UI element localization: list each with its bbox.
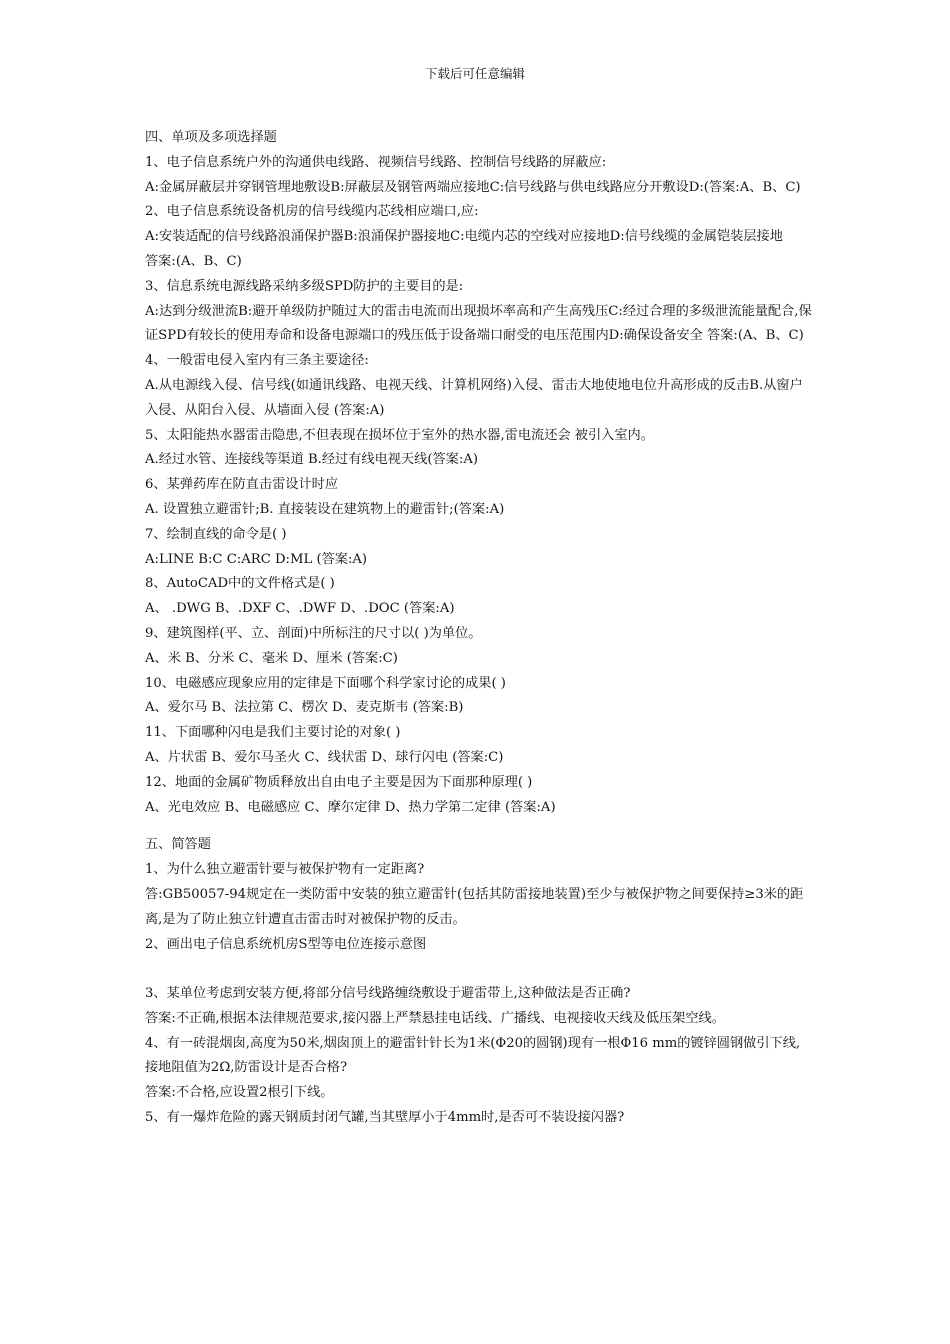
short-answer-3: 答案:不正确,根据本法律规范要求,接闪器上严禁悬挂电话线、广播线、电视接收天线及低压架空线。 xyxy=(145,1010,725,1026)
question-12-options: A、光电效应 B、电磁感应 C、摩尔定律 D、热力学第二定律 (答案:A) xyxy=(145,799,556,815)
question-9-options: A、米 B、分米 C、毫米 D、厘米 (答案:C) xyxy=(145,650,398,666)
question-12: 12、地面的金属矿物质释放出自由电子主要是因为下面那种原理( ) xyxy=(145,774,533,790)
question-1-options: A:金属屏蔽层并穿钢管埋地敷设B:屏蔽层及钢管两端应接地C:信号线路与供电线路应分开敷设D:(答案:A、B、C) xyxy=(145,179,801,195)
short-question-1: 1、为什么独立避雷针要与被保护物有一定距离? xyxy=(145,862,425,878)
question-8-options: A、 .DWG B、.DXF C、.DWF D、.DOC (答案:A) xyxy=(145,601,455,617)
section-heading: 五、简答题 xyxy=(145,837,211,853)
document-body xyxy=(145,126,813,1131)
question-3-options: A:达到分级泄流B:避开单级防护随过大的雷击电流而出现损坏率高和产生高残压C:经过合理的多级泄流能量配合,保证SPD有较长的使用寿命和设备电源端口的残压低于设备端口耐受的电压范围内D:确保设备安全 答案:(A、B、C) xyxy=(145,303,812,344)
question-5: 5、太阳能热水器雷击隐患,不但表现在损坏位于室外的热水器,雷电流还会 被引入室内。 xyxy=(145,427,654,443)
section-multiple-choice xyxy=(145,126,813,820)
question-4-options: A.从电源线入侵、信号线(如通讯线路、电视天线、计算机网络)入侵、雷击大地使地电位升高形成的反击B.从窗户入侵、从阳台入侵、从墙面入侵 (答案:A) xyxy=(145,377,803,418)
question-2: 2、电子信息系统设备机房的信号线缆内芯线相应端口,应: xyxy=(145,204,479,220)
short-question-2: 2、画出电子信息系统机房S型等电位连接示意图 xyxy=(145,936,427,952)
short-question-4: 4、有一砖混烟囱,高度为50米,烟囱顶上的避雷针针长为1米(Φ20的圆钢)现有一根Φ16 mm的镀锌圆钢做引下线,接地阻值为2Ω,防雷设计是否合格? xyxy=(145,1035,801,1076)
question-9: 9、建筑图样(平、立、剖面)中所标注的尺寸以( )为单位。 xyxy=(145,625,482,641)
short-question-3: 3、某单位考虑到安装方便,将部分信号线路缠绕敷设于避雷带上,这种做法是否正确? xyxy=(145,986,631,1002)
question-8: 8、AutoCAD中的文件格式是( ) xyxy=(145,576,335,592)
question-5-options: A.经过水管、连接线等渠道 B.经过有线电视天线(答案:A) xyxy=(145,452,478,468)
short-answer-4: 答案:不合格,应设置2根引下线。 xyxy=(145,1085,334,1101)
short-question-5: 5、有一爆炸危险的露天钢质封闭气罐,当其壁厚小于4mm时,是否可不装设接闪器? xyxy=(145,1110,625,1126)
section-short-answer xyxy=(145,833,813,1131)
question-7: 7、绘制直线的命令是( ) xyxy=(145,526,287,542)
question-1: 1、电子信息系统户外的沟通供电线路、视频信号线路、控制信号线路的屏蔽应: xyxy=(145,154,607,170)
question-2-options: A:安装适配的信号线路浪涌保护器B:浪涌保护器接地C:电缆内芯的空线对应接地D:信号线缆的金属铠装层接地 xyxy=(145,229,783,245)
question-11-options: A、片状雷 B、爱尔马圣火 C、线状雷 D、球行闪电 (答案:C) xyxy=(145,749,504,765)
question-11: 11、下面哪种闪电是我们主要讨论的对象( ) xyxy=(145,725,401,741)
section-heading: 四、单项及多项选择题 xyxy=(145,130,277,145)
question-10-options: A、爱尔马 B、法拉第 C、楞次 D、麦克斯韦 (答案:B) xyxy=(145,700,464,716)
question-10: 10、电磁感应现象应用的定律是下面哪个科学家讨论的成果( ) xyxy=(145,675,506,691)
question-6-options: A. 设置独立避雷针;B. 直接装设在建筑物上的避雷针;(答案:A) xyxy=(145,501,505,517)
question-7-options: A:LINE B:C C:ARC D:ML (答案:A) xyxy=(145,551,368,567)
question-4: 4、一般雷电侵入室内有三条主要途径: xyxy=(145,353,369,369)
page-header: 下载后可任意编辑 xyxy=(424,66,525,81)
section-spacer xyxy=(145,820,813,833)
short-answer-1: 答:GB50057-94规定在一类防雷中安装的独立避雷针(包括其防雷接地装置)至少与被保护物之间要保持≥3米的距离,是为了防止独立针遭直击雷击时对被保护物的反击。 xyxy=(145,886,804,927)
diagram-placeholder xyxy=(145,957,813,982)
question-2-answer: 答案:(A、B、C) xyxy=(145,253,242,269)
question-6: 6、某弹药库在防直击雷设计时应 xyxy=(145,477,339,493)
question-3: 3、信息系统电源线路采纳多级SPD防护的主要目的是: xyxy=(145,278,464,294)
